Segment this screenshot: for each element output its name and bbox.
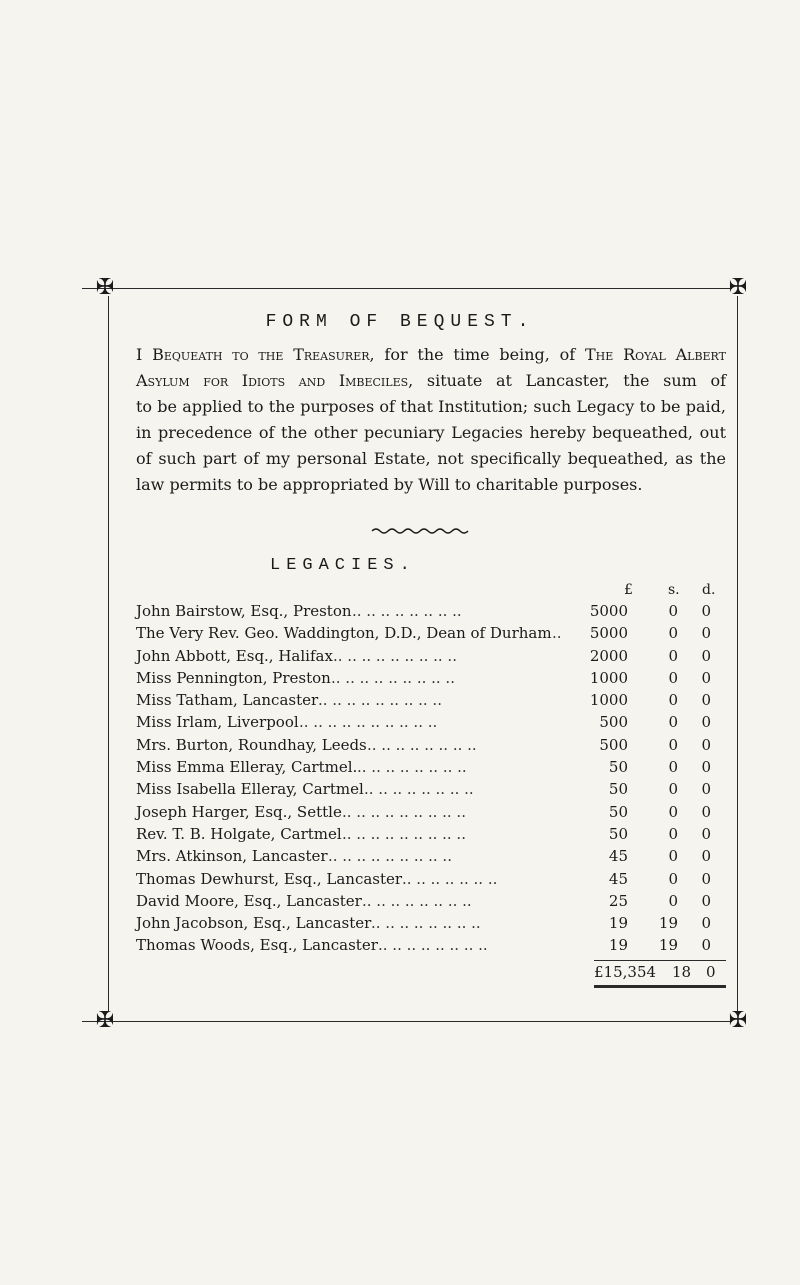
legatee-name: Rev. T. B. Holgate, Cartmel [136, 824, 342, 843]
leader-dots: .. .. .. .. .. .. .. .. .. [342, 824, 466, 843]
leader-dots: .. .. .. .. .. .. .. .. .. [318, 691, 442, 710]
total-top-rule [594, 960, 726, 961]
leader-dots: .. .. .. .. .. .. .. .. [371, 914, 481, 933]
amount-shillings: 0 [668, 847, 678, 866]
legacy-row [136, 711, 736, 733]
amount-pence: 0 [701, 824, 711, 843]
amount-pounds: 19 [608, 936, 628, 955]
frame-left-rule [108, 296, 109, 1012]
amount-shillings: 0 [668, 758, 678, 777]
maltese-cross-icon: ✠ [95, 275, 115, 300]
amount-shillings: 19 [658, 914, 678, 933]
amount-pounds: 5000 [589, 624, 628, 643]
legacy-row [136, 845, 736, 867]
amount-pence: 0 [701, 891, 711, 910]
total-double-rule [594, 985, 726, 988]
amount-pence: 0 [701, 624, 711, 643]
legacies-heading: LEGACIES. [270, 556, 416, 575]
legacy-row [136, 890, 736, 912]
amount-pence: 0 [701, 735, 711, 754]
amount-shillings: 0 [668, 624, 678, 643]
amount-shillings: 0 [668, 802, 678, 821]
leader-dots: .. .. .. .. .. .. .. .. [378, 936, 488, 955]
amount-pounds: 50 [608, 758, 628, 777]
amount-pence: 0 [701, 713, 711, 732]
pence-header: d. [702, 582, 716, 598]
legatee-name: Miss Irlam, Liverpool [136, 713, 299, 732]
leader-dots: .. .. .. .. .. .. .. .. .. [331, 668, 455, 687]
frame-right-rule [737, 296, 738, 1012]
amount-pence: 0 [701, 914, 711, 933]
leader-dots: .. .. .. .. .. .. .. .. [362, 891, 472, 910]
legacy-row [136, 868, 736, 890]
amount-pounds: 500 [599, 735, 628, 754]
legacy-row [136, 934, 736, 956]
legacies-list [136, 600, 736, 957]
amount-pence: 0 [701, 602, 711, 620]
legatee-name: Thomas Dewhurst, Esq., Lancaster [136, 869, 403, 888]
maltese-cross-icon: ✠ [728, 275, 748, 300]
leader-dots: .. .. .. .. .. .. .. .. [357, 758, 467, 777]
leader-dots: .. .. .. .. .. .. .. .. .. [333, 646, 457, 665]
amount-pounds: 1000 [589, 668, 628, 687]
bequest-text: for the time being, of [374, 345, 585, 364]
institution-name: The Royal Albert Asylum for Idiots and Imbeciles, [136, 345, 726, 390]
amount-pounds: 19 [608, 914, 628, 933]
amount-pounds: 50 [608, 780, 628, 799]
frame-bottom-rule [82, 1021, 732, 1022]
amount-shillings: 0 [668, 735, 678, 754]
amount-shillings: 0 [668, 668, 678, 687]
amount-shillings: 19 [658, 936, 678, 955]
amount-pounds: 50 [608, 824, 628, 843]
legacy-row [136, 801, 736, 823]
amount-pence: 0 [701, 780, 711, 799]
legatee-name: John Jacobson, Esq., Lancaster [136, 914, 372, 933]
leader-dots: .. .. .. .. .. .. .. .. .. [328, 847, 452, 866]
shillings-header: s. [668, 582, 680, 598]
legacy-row [136, 667, 736, 689]
legatee-name: Joseph Harger, Esq., Settle [136, 802, 342, 821]
amount-shillings: 0 [668, 891, 678, 910]
amount-shillings: 0 [668, 824, 678, 843]
amount-pence: 0 [701, 646, 711, 665]
leader-dots: .. .. .. .. .. .. .. .. [352, 602, 462, 620]
amount-pence: 0 [701, 758, 711, 777]
legacy-row [136, 778, 736, 800]
legatee-name: Miss Pennington, Preston [136, 668, 331, 687]
amount-pounds: 50 [608, 802, 628, 821]
total-pence: 0 [706, 963, 716, 981]
amount-pounds: 1000 [589, 691, 628, 710]
legatee-name: Thomas Woods, Esq., Lancaster [136, 936, 378, 955]
maltese-cross-icon: ✠ [728, 1008, 748, 1033]
amount-pence: 0 [701, 802, 711, 821]
legatee-name: David Moore, Esq., Lancaster [136, 891, 362, 910]
amount-pence: 0 [701, 691, 711, 710]
leader-dots: .. .. .. .. .. .. .. .. [367, 735, 477, 754]
legacy-row [136, 734, 736, 756]
amount-pounds: 500 [599, 713, 628, 732]
amount-shillings: 0 [668, 713, 678, 732]
legacy-row [136, 645, 736, 667]
flourish-ornament [370, 526, 470, 536]
amount-shillings: 0 [668, 691, 678, 710]
legatee-name: Miss Isabella Elleray, Cartmel [136, 780, 364, 799]
leader-dots: .. .. .. .. .. .. .. [402, 869, 498, 888]
amount-pounds: 25 [608, 891, 628, 910]
legatee-name: Mrs. Atkinson, Lancaster [136, 847, 328, 866]
legatee-name: Miss Tatham, Lancaster [136, 691, 319, 710]
amount-pounds: 2000 [589, 646, 628, 665]
frame-top-rule [82, 288, 732, 289]
pounds-header: £ [624, 582, 633, 598]
leader-dots: .. .. .. .. .. .. .. .. [364, 780, 474, 799]
amount-shillings: 0 [668, 646, 678, 665]
bequest-lead: I Bequeath to the Treasurer, [136, 345, 375, 364]
total-pounds: £15,354 [594, 963, 657, 981]
form-title: FORM OF BEQUEST. [265, 312, 535, 332]
amount-pence: 0 [701, 847, 711, 866]
amount-pence: 0 [701, 869, 711, 888]
amount-shillings: 0 [668, 602, 678, 620]
leader-dots: .. [552, 624, 562, 643]
legacy-row [136, 823, 736, 845]
amount-shillings: 0 [668, 869, 678, 888]
legatee-name: John Bairstow, Esq., Preston [136, 602, 352, 620]
bequest-paragraph [136, 342, 798, 498]
amount-pounds: 5000 [589, 602, 628, 620]
amount-pounds: 45 [608, 847, 628, 866]
legacy-row [136, 622, 736, 644]
bequest-text: situate at Lancaster, the sum of to be applied to the purposes of that Institution; such Legacy to be paid, in precedence of the other pecuniary Legacies hereby bequeathed, out of such part of my personal Estate, not specifically bequeathed, as the law permits to be appropriated by Will to charitable purposes. [136, 371, 798, 494]
total-shillings: 18 [672, 963, 692, 981]
legacy-row [136, 912, 736, 934]
amount-pounds: 45 [608, 869, 628, 888]
legatee-name: John Abbott, Esq., Halifax [136, 646, 333, 665]
legatee-name: The Very Rev. Geo. Waddington, D.D., Dean of Durham [136, 624, 552, 643]
amount-shillings: 0 [668, 780, 678, 799]
legacy-row [136, 756, 736, 778]
leader-dots: .. .. .. .. .. .. .. .. .. [342, 802, 466, 821]
legatee-name: Miss Emma Elleray, Cartmel. [136, 758, 358, 777]
leader-dots: .. .. .. .. .. .. .. .. .. .. [299, 713, 438, 732]
amount-pence: 0 [701, 668, 711, 687]
amount-pence: 0 [701, 936, 711, 955]
legacy-row [136, 600, 736, 622]
legatee-name: Mrs. Burton, Roundhay, Leeds [136, 735, 367, 754]
maltese-cross-icon: ✠ [95, 1008, 115, 1033]
legacy-row [136, 689, 736, 711]
